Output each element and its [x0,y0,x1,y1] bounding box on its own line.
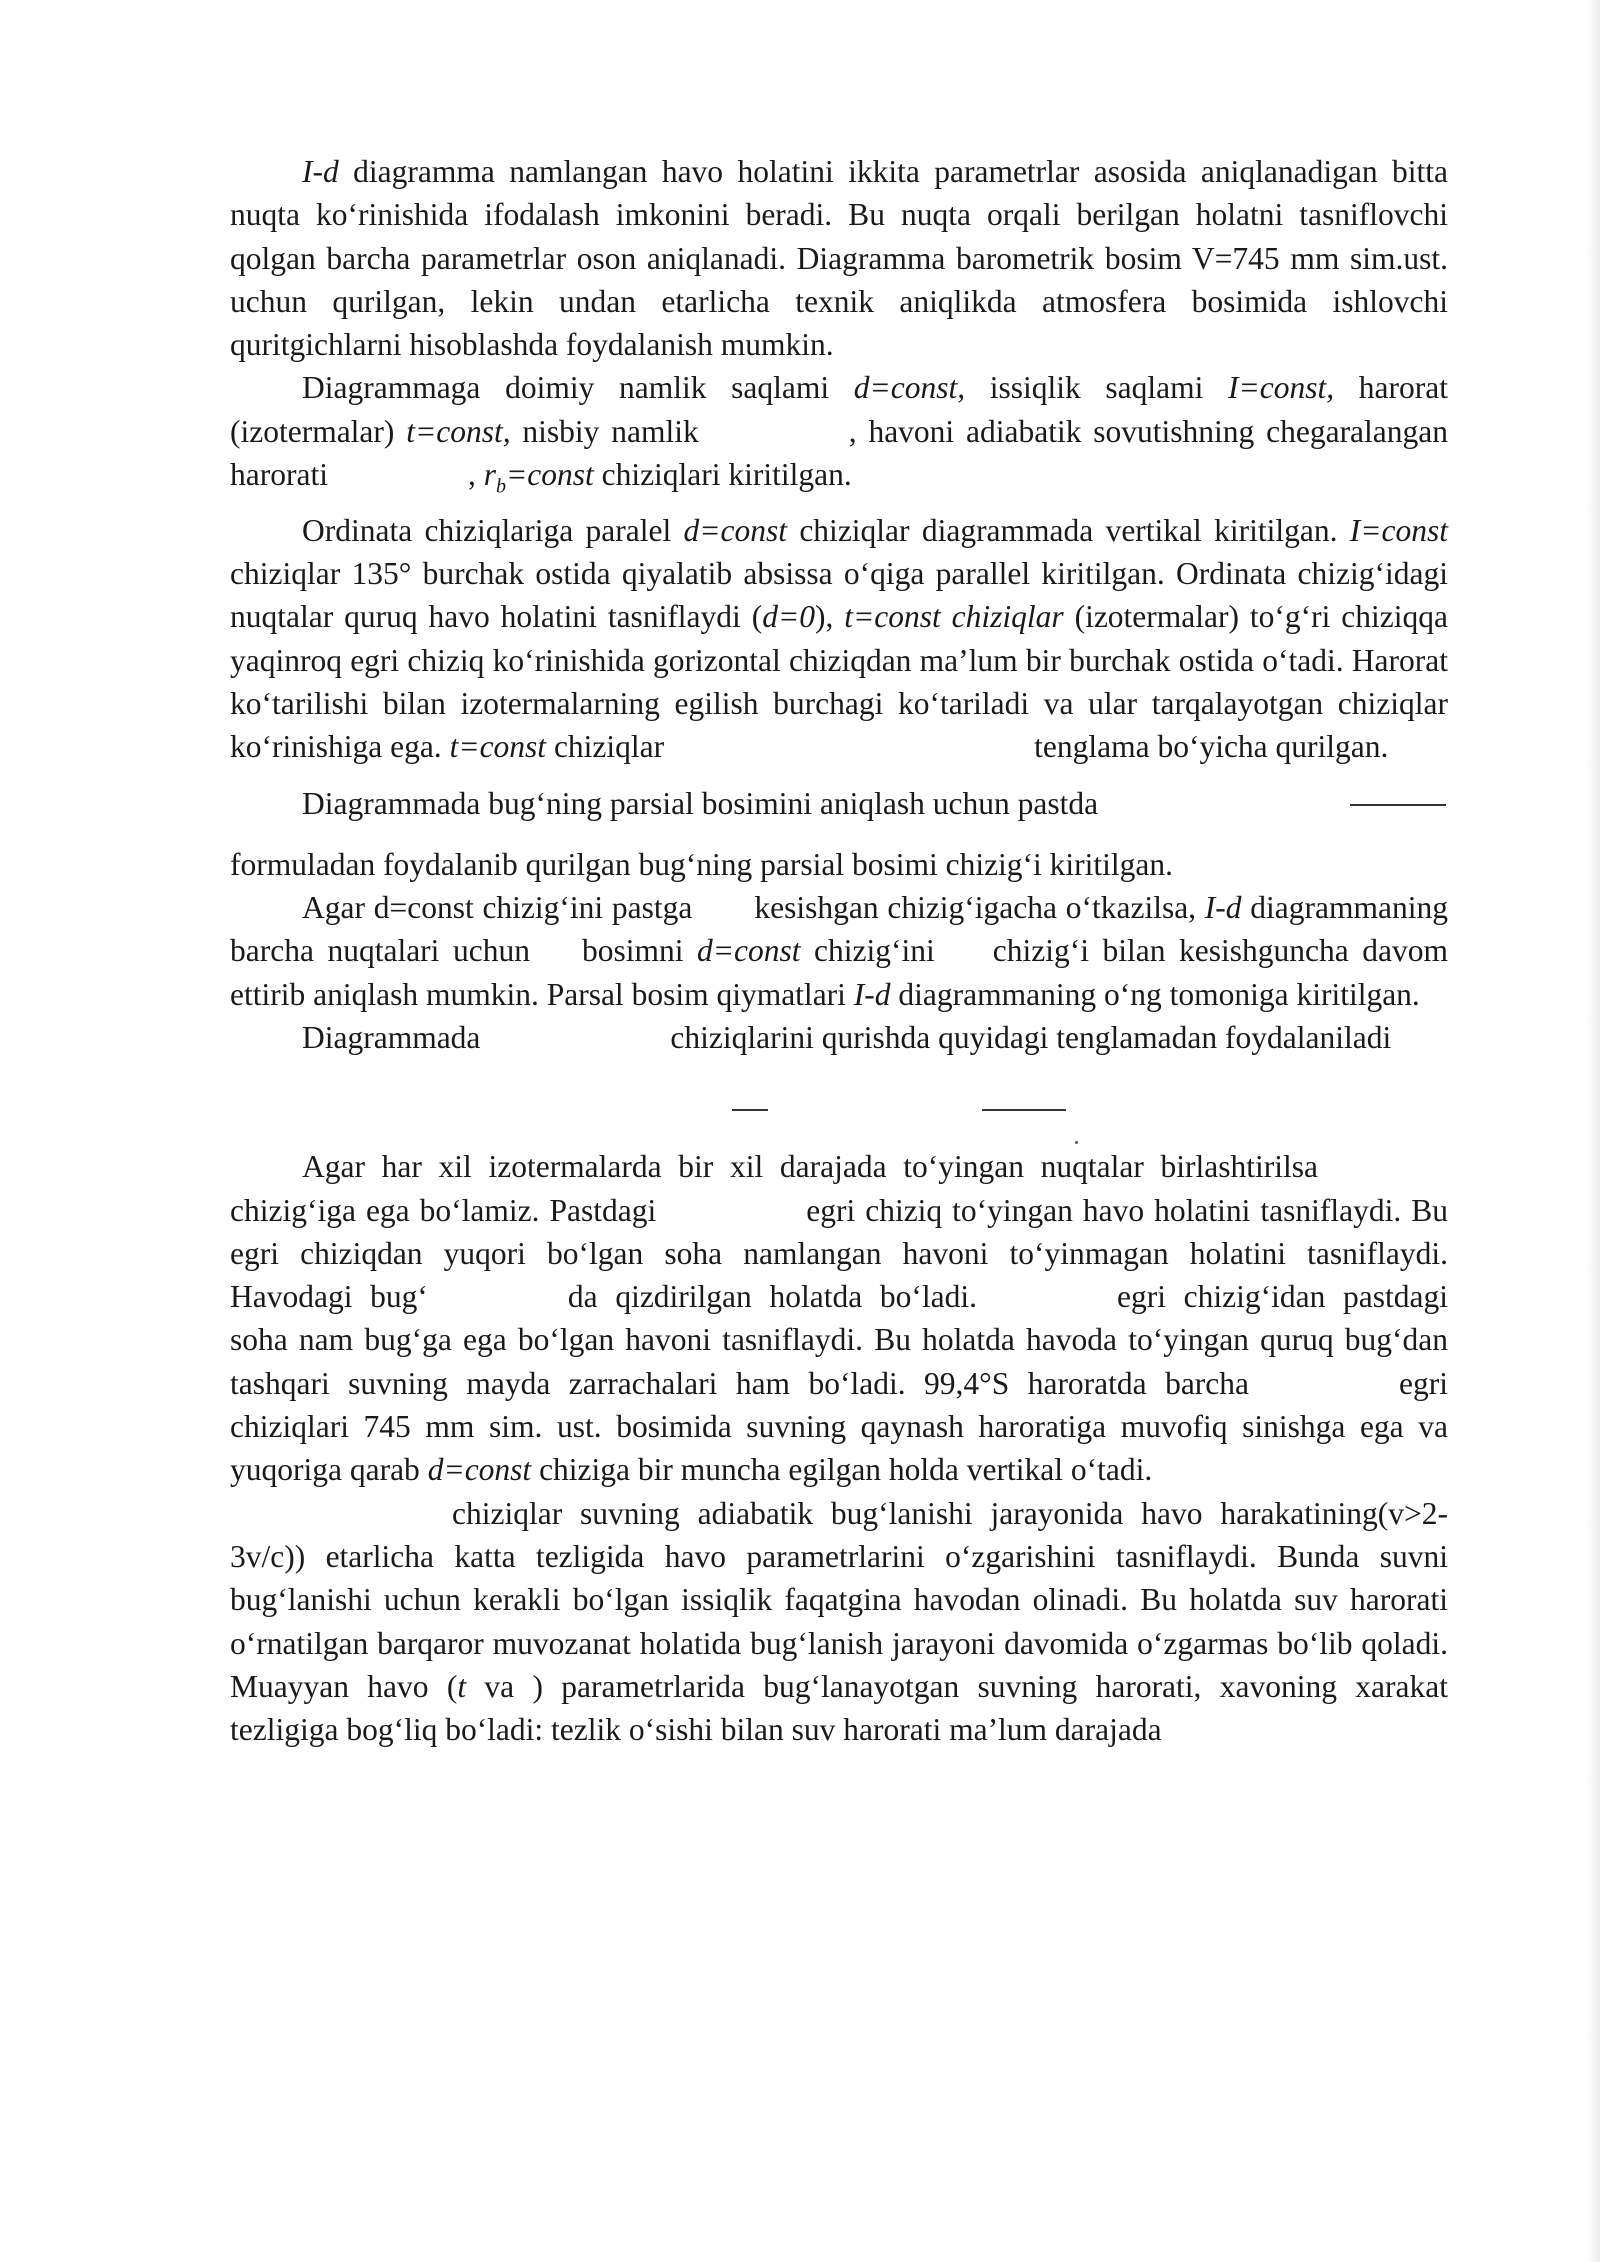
paragraph-equation-intro [230,1016,1448,1059]
text: Diagrammada [302,1019,481,1055]
paragraph-diagram-lines [230,366,1448,508]
text-italic: t=const chiziqlar [844,599,1064,635]
text: , havoni adiabatik sovutishning chegaralangan harorati [230,413,1449,493]
text: nisbiy namlik [510,413,699,449]
text: diagrammaning barcha nuqtalari uchun [230,890,1448,969]
text: diagramma namlangan havo holatini ikkita parametrlar asosida aniqlanadigan bitta nuqta ko‘rinishida ifodalash imkonini beradi. Bu nuqta orqali berilgan holatni tasniflovchi qolgan barcha parametrlar oson aniqlanadi. Diagramma barometrik bosim V=745 mm sim.ust. uchun qurilgan, lekin undan etarlicha texnik aniqlikda atmosfera bosimida ishlovchi quritgichlarni hisoblashda foydalanish mumkin. [230,154,1448,363]
text: chiziqlar suvning adiabatik bug‘lanishi jarayonida havo harakatining(v>2-3v/c)) etarlicha katta tezligida havo parametrlarini o‘zgarishini tasniflaydi. Bunda suvni bug‘lanishi uchun kerakli bo‘lgan issiqlik faqatgina havodan olinadi. Bu holatda suv harorati o‘rnatilgan barqaror muvozanat holatida bug‘lanish jarayoni davomida o‘zgarmas bo‘lib qoladi. Muayyan havo ( [230,1495,1448,1704]
text: chizig‘ini [800,933,935,969]
text: harorat (izotermalar) [230,370,1448,449]
text: issiqlik saqlami [965,370,1229,406]
text: kesishgan chizig‘igacha o‘tkazilsa, [754,890,1205,926]
equation-dot [1075,1141,1078,1144]
text: Ordinata chiziqlariga paralel [302,512,684,548]
text-italic: I=const, [1228,370,1335,406]
text-italic: d=const [427,1452,532,1488]
text-italic: d=const, [853,370,966,406]
text: chiziqlar diagrammada vertikal kiritilgan. [787,512,1350,548]
text: chiziqlar 135° burchak ostida qiyalatib absissa o‘qiga parallel kiritilgan. Ordinata chizig‘idagi nuqtalar quruq havo holatini tasniflaydi ( [230,555,1448,635]
text: chiziqlari kiritilgan. [593,457,852,493]
text: Agar har xil izotermalarda bir xil darajada to‘yingan nuqtalar birlashtirilsa [302,1149,1318,1185]
text: diagrammaning o‘ng tomoniga kiritilgan. [890,976,1420,1012]
text: va ) parametrlarida bug‘lanayotgan suvning harorati, xavoning xarakat tezligiga bog‘liq bo‘ladi: tezlik o‘sishi bilan suv harorati ma’lum darajada [230,1668,1448,1748]
text: (izotermalar) to‘g‘ri chiziqqa yaqinroq egri chiziq ko‘rinishida gorizontal chiziqdan ma’lum bir burchak ostida o‘tadi. Harorat ko‘tarilishi bilan izotermalarning egilish burchagi ko‘tariladi va ular tarqalayotgan chiziqlar ko‘rinishiga ega. [230,599,1448,765]
text-italic: I-d [302,154,339,189]
text-italic: d=const [683,512,788,548]
paragraph-adiabatic-evaporation [230,1492,1448,1752]
paragraph-ordinata-lines [230,509,1448,769]
fraction-bar [1350,804,1446,806]
text-italic: d=0 [762,599,815,635]
text: egri chiziq to‘yingan havo holatini tasniflaydi. Bu egri chiziqdan yuqori bo‘lgan soha namlangan havoni to‘yinmagan holatini tasniflaydi. Havodagi bug‘ [230,1192,1448,1315]
text-italic: d=const [697,933,801,969]
text-italic: t [457,1668,467,1704]
text-line [230,843,1448,886]
text: bosimni [581,933,698,969]
text-italic: I-d [853,976,891,1012]
text: egri chizig‘idan pastdagi soha nam bug‘ga ega bo‘lgan havoni tasniflaydi. Bu holatda havoda to‘yingan quruq bug‘dan tashqari suvning mayda zarrachalari ham bo‘ladi. 99,4°S haroratda barcha [230,1279,1449,1401]
text: Diagrammada bug‘ning parsial bosimini aniqlash uchun pastda [302,786,1099,822]
text: chiziga bir muncha egilgan holda vertikal o‘tadi. [531,1452,1153,1488]
text-italic: =const [505,457,594,493]
text: formuladan foydalanib qurilgan bug‘ning parsial bosimi chizig‘i kiritilgan. [230,846,1174,882]
text: tenglama bo‘yicha qurilgan. [1034,729,1389,765]
text: egri chiziqlari 745 mm sim. ust. bosimida suvning qaynash haroratiga muvofiq sinishga ega va yuqoriga qarab [230,1365,1448,1488]
text-italic: r [483,457,496,493]
text: chiziqlar [546,729,665,765]
equation-block [230,1059,1448,1145]
text-italic: I-d [1204,890,1242,926]
text: chiziqlarini qurishda quyidagi tenglamadan foydalaniladi [670,1019,1392,1055]
text: Diagrammaga doimiy namlik saqlami [302,370,854,406]
text: da qizdirilgan holatda bo‘ladi. [567,1279,977,1315]
text-italic: t=const, [406,413,511,449]
text: chizig‘iga ega bo‘lamiz. Pastdagi [230,1192,657,1228]
paragraph-saturation-curve [230,1145,1448,1491]
text: chizig‘i bilan kesishguncha davom ettirib aniqlash mumkin. Parsal bosim qiymatlari [230,933,1449,1012]
text-line [230,782,1448,825]
text: Agar d=const chizig‘ini pastga [302,890,693,926]
document-page [230,150,1448,1751]
text: , [467,457,484,493]
paragraph-partial-pressure-method [230,886,1448,1016]
fraction-bar [732,1109,768,1111]
paragraph-id-diagram-intro [230,150,1448,366]
page-edge-shadow [1586,0,1600,2262]
fraction-bar [982,1109,1066,1111]
paragraph-partial-pressure [230,782,1448,886]
text-italic: t=const [449,729,547,765]
text-italic: I=const [1349,512,1449,548]
text: ), [814,599,845,635]
subscript: b [495,475,506,498]
